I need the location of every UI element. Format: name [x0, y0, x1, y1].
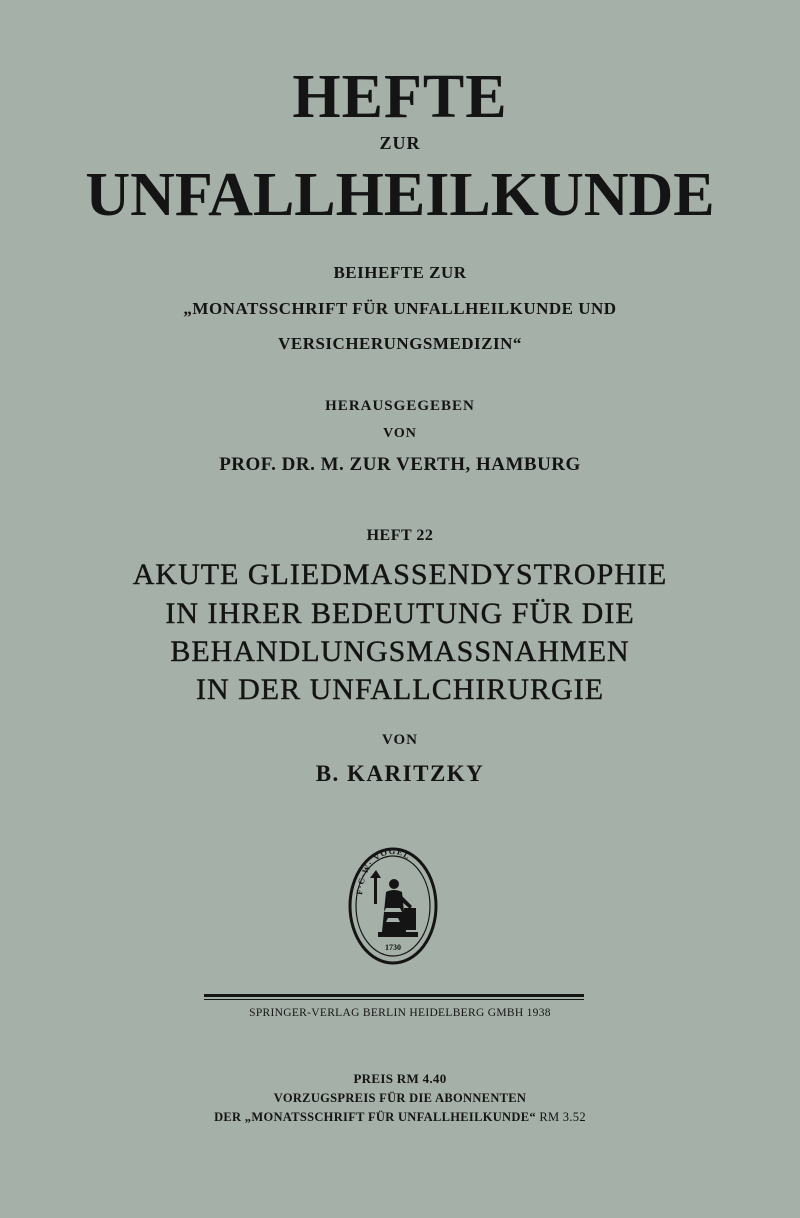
supplement-line-1: BEIHEFTE ZUR [333, 263, 467, 282]
supplement-line-3: VERSICHERUNGSMEDIZIN“ [278, 334, 522, 353]
svg-text:1730: 1730 [385, 943, 401, 952]
edited-label: HERAUSGEGEBEN [325, 398, 475, 414]
issue-number: HEFT 22 [366, 527, 434, 544]
book-title-line-2: IN IHRER BEDEUTUNG FÜR DIE [165, 597, 635, 630]
subscriber-price-line-2 [0, 1109, 800, 1125]
price-line: PREIS RM 4.40 [353, 1071, 447, 1086]
series-title-unfallheilkunde: UNFALLHEILKUNDE [85, 161, 715, 229]
publisher-seal-icon [348, 846, 438, 966]
series-title-zur: ZUR [379, 133, 421, 153]
divider-thin [204, 999, 584, 1000]
edited-by-von: VON [383, 426, 417, 441]
publisher-imprint: SPRINGER-VERLAG BERLIN HEIDELBERG GMBH 1938 [249, 1007, 551, 1019]
supplement-line-2: „MONATSSCHRIFT FÜR UNFALLHEILKUNDE UND [183, 299, 617, 318]
author-von: VON [381, 732, 419, 748]
svg-text:F·C·W· VOGEL: F·C·W· VOGEL [354, 846, 413, 896]
book-title-line-4: IN DER UNFALLCHIRURGIE [195, 673, 605, 706]
book-title-line-3: BEHANDLUNGSMASSNAHMEN [170, 635, 630, 668]
series-title-hefte: HEFTE [292, 63, 508, 131]
divider-thick [204, 994, 584, 997]
book-title-line-1: AKUTE GLIEDMASSENDYSTROPHIE [132, 558, 668, 591]
subscriber-price: RM 3.52 [535, 1110, 586, 1124]
editor-name: PROF. DR. M. ZUR VERTH, HAMBURG [219, 454, 581, 475]
subscriber-price-line-1: VORZUGSPREIS FÜR DIE ABONNENTEN [273, 1091, 527, 1105]
subscriber-journal-name: DER „MONATSSCHRIFT FÜR UNFALLHEILKUNDE“ [214, 1110, 536, 1124]
author-name: B. KARITZKY [315, 761, 485, 786]
